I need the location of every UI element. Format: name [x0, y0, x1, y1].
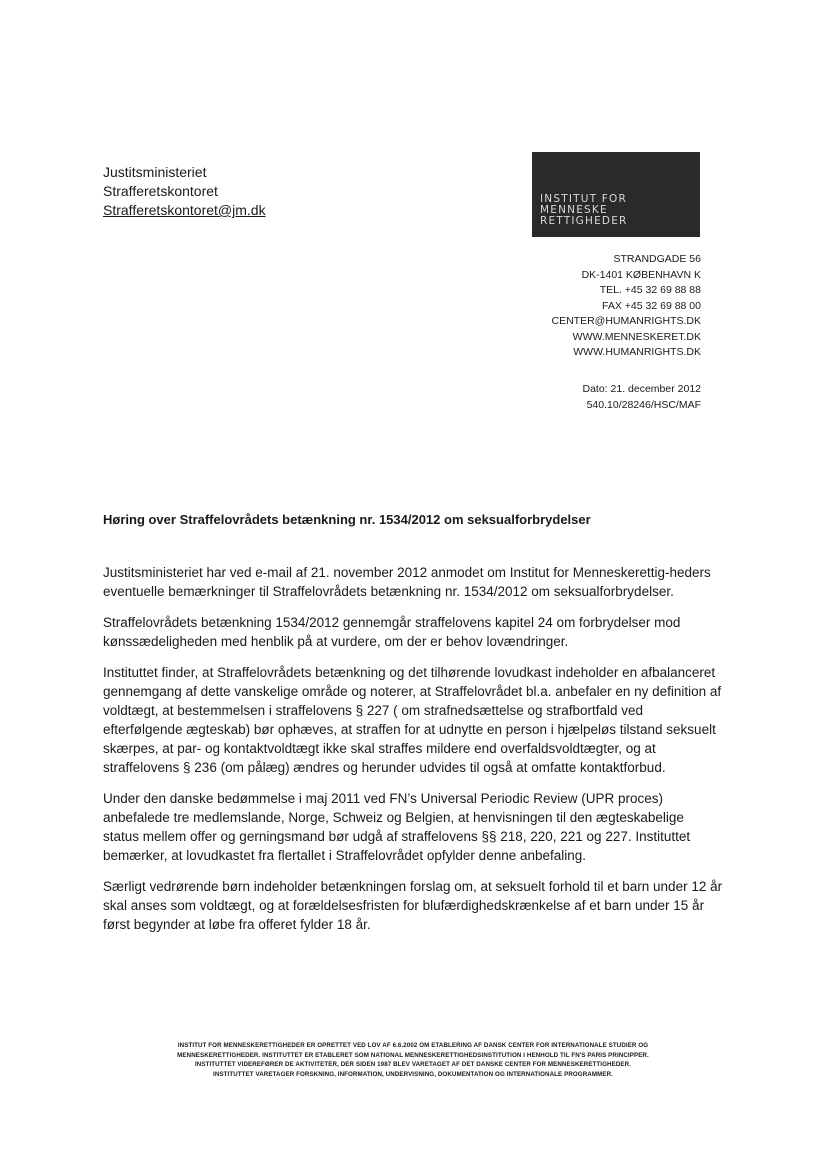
footer-line-2: MENNESKERETTIGHEDER. INSTITUTTET ER ETABLERET SOM NATIONAL MENNESKERETTIGHEDSINSTITUTION I HENHOLD TIL FN'S PARIS PRINCIPPER. [177, 1051, 649, 1059]
address-website-2[interactable]: WWW.HUMANRIGHTS.DK [573, 346, 701, 358]
address-fax: FAX +45 32 69 88 00 [602, 299, 701, 312]
letter-subject: Høring over Straffelovrådets betænkning nr. 1534/2012 om seksualforbrydelser [103, 512, 591, 527]
address-phone: TEL. +45 32 69 88 88 [599, 284, 701, 296]
body-paragraph-4: Under den danske bedømmelse i maj 2011 ved FN’s Universal Periodic Review (UPR proces) anbefalede tre medlemslande, Norge, Schweiz og Belgien, at henvisningen til den ægteskabelige status mellem offer og gerningsmand bør udgå af straffelovens §§ 218, 220, 221 og 227. Instituttet bemærker, at lovudkastet fra flertallet i Straffelovrådet opfylder denne anbefaling. [103, 791, 691, 863]
letter-body [103, 563, 723, 946]
footer-line-3: INSTITUTTET VIDEREFØRER DE AKTIVITETER, DER SIDEN 1987 BLEV VARETAGET AF DET DANSKE CENTER FOR MENNESKERETTIGHEDER. [194, 1061, 632, 1068]
institute-logo [532, 152, 700, 237]
logo-text [540, 194, 628, 227]
address-street: STRANDGADE 56 [613, 253, 701, 265]
recipient-block [103, 163, 266, 220]
date-reference-block [583, 382, 702, 413]
body-paragraph-3: Instituttet finder, at Straffelovrådets betænkning og det tilhørende lovudkast indeholder en afbalanceret gennemgang af dette vanskelige område og noterer, at Straffelovrådet bl.a. anbefaler en ny definition af voldtægt, at bestemmelsen i straffelovens § 227 ( om strafnedsættelse og strafbortfald ved efterfølgende ægteskab) bør ophæves, at straffen for at udnytte en person i hjælpeløs tilstand seksuelt skærpes, at par- og kontaktvoldtægt ikke skal straffes mildere end overfaldsvoldtægter, og at straffelovens § 236 (om pålæg) ændres og herunder udvides til også at omfatte kontaktforbud. [103, 665, 722, 775]
body-paragraph-1: Justitsministeriet har ved e-mail af 21. november 2012 anmodet om Institut for Menneskerettig-heders eventuelle bemærkninger til Straffelovrådets betænkning nr. 1534/2012 om seksualforbrydelser. [103, 565, 711, 599]
logo-line-3: RETTIGHEDER [540, 215, 628, 227]
recipient-name: Justitsministeriet [103, 164, 207, 180]
footer-line-1: INSTITUT FOR MENNESKERETTIGHEDER ER OPRETTET VED LOV AF 6.6.2002 OM ETABLERING AF DANSK CENTER FOR INTERNATIONALE STUDIER OG [177, 1042, 649, 1049]
body-paragraph-5: Særligt vedrørende børn indeholder betænkningen forslag om, at seksuelt forhold til et barn under 12 år skal anses som voldtægt, og at forældelsesfristen for blufærdighedskrænkelse af et barn under 15 år først begynder at løbe fra offeret fylder 18 år. [103, 879, 723, 932]
logo-line-2: MENNESKE [540, 204, 608, 216]
logo-line-1: INSTITUT FOR [540, 193, 627, 205]
address-email[interactable]: CENTER@HUMANRIGHTS.DK [551, 315, 701, 327]
address-website-1[interactable]: WWW.MENNESKERET.DK [572, 330, 701, 343]
letter-footer [140, 1041, 686, 1079]
recipient-department: Strafferetskontoret [103, 183, 218, 199]
footer-line-4: INSTITUTTET VARETAGER FORSKNING, INFORMATION, UNDERVISNING, DOKUMENTATION OG INTERNATIONALE PROGRAMMER. [213, 1070, 613, 1078]
recipient-email-link[interactable]: Strafferetskontoret@jm.dk [103, 202, 266, 218]
letter-date: Dato: 21. december 2012 [582, 383, 701, 395]
body-paragraph-2: Straffelovrådets betænkning 1534/2012 gennemgår straffelovens kapitel 24 om forbrydelser mod kønssædeligheden med henblik på at vurdere, om der er behov lovændringer. [103, 615, 681, 649]
sender-address [552, 252, 702, 361]
address-city: DK-1401 KØBENHAVN K [581, 268, 701, 281]
letter-reference: 540.10/28246/HSC/MAF [586, 398, 701, 411]
